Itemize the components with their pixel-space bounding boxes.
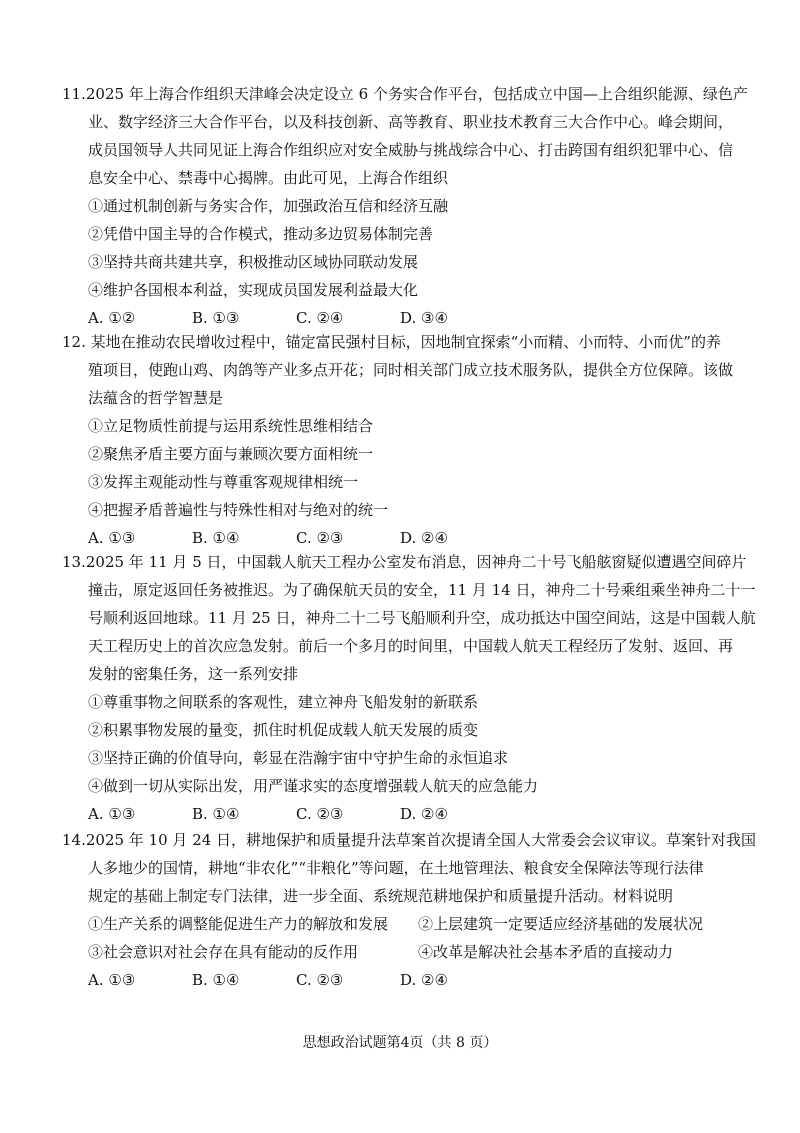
question-stem-line: 人多地少的国情，耕地“非农化”“非粮化”等问题，在土地管理法、粮食安全保障法等现行法律 bbox=[88, 859, 704, 877]
answer-choice-c: C. ②③ bbox=[296, 529, 344, 547]
option-item: ①通过机制创新与务实合作，加强政治互信和经济互融 bbox=[88, 197, 449, 215]
answer-choices bbox=[62, 966, 752, 994]
answer-choice-c: C. ②④ bbox=[296, 309, 344, 327]
answer-choice-b: B. ①④ bbox=[192, 971, 240, 989]
option-item: ④把握矛盾普遍性与特殊性相对与绝对的统一 bbox=[88, 501, 389, 519]
question-stem-line: 殖项目，使跑山鸡、肉鸽等产业多点开花；同时相关部门成立技术服务队，提供全方位保障。该做 bbox=[88, 361, 734, 379]
answer-choice-c: C. ②③ bbox=[296, 971, 344, 989]
option-item: ④做到一切从实际出发，用严谨求实的态度增强载人航天的应急能力 bbox=[88, 777, 539, 795]
question-stem-line: 息安全中心、禁毒中心揭牌。由此可见，上海合作组织 bbox=[88, 169, 449, 187]
option-row bbox=[62, 910, 752, 938]
question-stem-line: 天工程历史上的首次应急发射。前后一个多月的时间里，中国载人航天工程经历了发射、返回、再 bbox=[88, 637, 734, 655]
question-stem-line: 撞击，原定返回任务被推迟。为了确保航天员的安全，11 月 14 日，神舟二十号乘组乘坐神舟二十一 bbox=[88, 581, 756, 599]
option-item: ②凭借中国主导的合作模式，推动多边贸易体制完善 bbox=[88, 225, 434, 243]
answer-choice-c: C. ②③ bbox=[296, 805, 344, 823]
question-stem-line: 12. 某地在推动农民增收过程中，锚定富民强村目标，因地制宜探索“小而精、小而特、小而优”的养 bbox=[62, 333, 721, 351]
question-stem-line: 14.2025 年 10 月 24 日，耕地保护和质量提升法草案首次提请全国人大常委会会议审议。草案针对我国 bbox=[62, 831, 757, 849]
option-item: ③坚持正确的价值导向，彰显在浩瀚宇宙中守护生命的永恒追求 bbox=[88, 749, 509, 767]
answer-choice-b: B. ①④ bbox=[192, 805, 240, 823]
question-stem-line: 发射的密集任务，这一系列安排 bbox=[88, 665, 299, 683]
answer-choice-d: D. ③④ bbox=[400, 309, 448, 327]
question-14 bbox=[62, 826, 757, 994]
page-footer: 思想政治试题第4页（共 8 页） bbox=[302, 1035, 498, 1051]
option-item: ①尊重事物之间联系的客观性，建立神舟飞船发射的新联系 bbox=[88, 693, 479, 711]
question-11 bbox=[62, 80, 752, 332]
answer-choice-d: D. ②④ bbox=[400, 805, 448, 823]
option-item: ④维护各国根本利益，实现成员国发展利益最大化 bbox=[88, 281, 419, 299]
option-item: ①立足物质性前提与运用系统性思维相结合 bbox=[88, 417, 374, 435]
question-stem-line: 业、数字经济三大合作平台，以及科技创新、高等教育、职业技术教育三大合作中心。峰会期间， bbox=[88, 113, 734, 131]
question-stem-line: 号顺利返回地球。11 月 25 日，神舟二十二号飞船顺利升空，成功抵达中国空间站，这是中国载人航 bbox=[88, 609, 756, 627]
answer-choice-d: D. ②④ bbox=[400, 971, 448, 989]
option-item: ①生产关系的调整能促进生产力的解放和发展 bbox=[88, 915, 389, 933]
question-13 bbox=[62, 548, 756, 828]
answer-choice-a: A. ①③ bbox=[88, 971, 136, 989]
option-item: ③社会意识对社会存在具有能动的反作用 bbox=[88, 943, 359, 961]
question-stem-line: 成员国领导人共同见证上海合作组织应对安全威胁与挑战综合中心、打击跨国有组织犯罪中心、信 bbox=[88, 141, 734, 159]
option-item: ②积累事物发展的量变，抓住时机促成载人航天发展的质变 bbox=[88, 721, 479, 739]
option-item: ②上层建筑一定要适应经济基础的发展状况 bbox=[418, 915, 704, 933]
question-12 bbox=[62, 328, 752, 552]
answer-choice-a: A. ①③ bbox=[88, 529, 136, 547]
option-row bbox=[62, 938, 752, 966]
answer-choice-a: A. ①③ bbox=[88, 805, 136, 823]
option-item: ③发挥主观能动性与尊重客观规律相统一 bbox=[88, 473, 359, 491]
question-stem-line: 规定的基础上制定专门法律，进一步全面、系统规范耕地保护和质量提升活动。材料说明 bbox=[88, 887, 674, 905]
answer-choice-b: B. ①③ bbox=[192, 309, 240, 327]
question-stem-line: 11.2025 年上海合作组织天津峰会决定设立 6 个务实合作平台，包括成立中国—上合组织能源、绿色产 bbox=[62, 85, 748, 103]
answer-choice-a: A. ①② bbox=[88, 309, 136, 327]
answer-choice-b: B. ①④ bbox=[192, 529, 240, 547]
answer-choices bbox=[62, 800, 752, 828]
option-item: ②聚焦矛盾主要方面与兼顾次要方面相统一 bbox=[88, 445, 374, 463]
answer-choice-d: D. ②④ bbox=[400, 529, 448, 547]
question-stem-line: 13.2025 年 11 月 5 日，中国载人航天工程办公室发布消息，因神舟二十号飞船舷窗疑似遭遇空间碎片 bbox=[62, 553, 747, 571]
option-item: ④改革是解决社会基本矛盾的直接动力 bbox=[418, 943, 674, 961]
option-item: ③坚持共商共建共享，积极推动区域协同联动发展 bbox=[88, 253, 419, 271]
question-stem-line: 法蕴含的哲学智慧是 bbox=[88, 389, 224, 407]
